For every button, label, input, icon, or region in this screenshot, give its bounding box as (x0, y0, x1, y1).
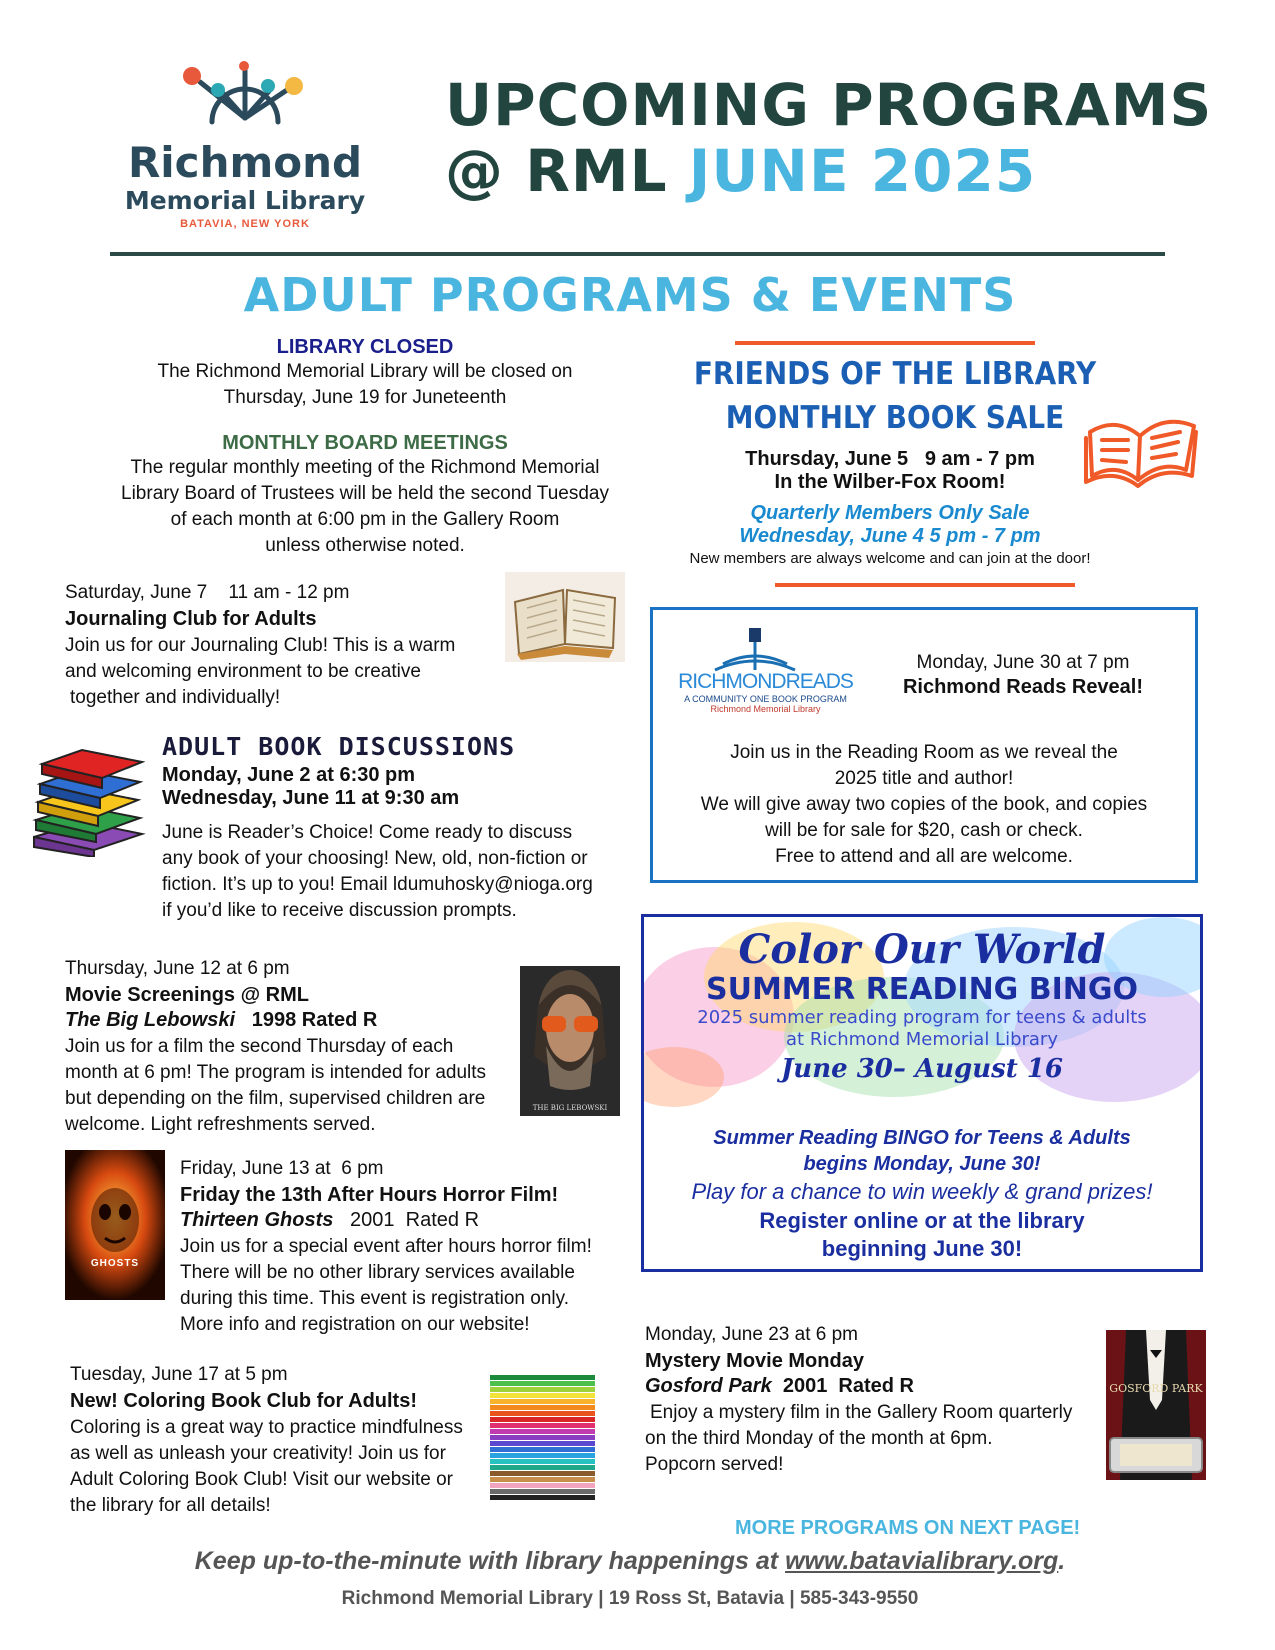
horror-line3: during this time. This event is registration only. (180, 1288, 569, 1309)
movie-film (65, 1009, 505, 1032)
coloring-line2: as well as unleash your creativity! Join us for (70, 1443, 446, 1464)
bingo-line2: begins Monday, June 30! (803, 1153, 1041, 1175)
friends-bottom-rule (775, 583, 1075, 587)
horror-film (180, 1209, 630, 1232)
horror-line4: More info and registration on our website! (180, 1314, 530, 1335)
friends-heading-line1: FRIENDS OF THE LIBRARY (693, 356, 1097, 392)
book-discussion-line3: fiction. It’s up to you! Email ldumuhosky@nioga.org (162, 874, 593, 895)
footer-address: Richmond Memorial Library | 19 Ross St, Batavia | 585-343-9550 (341, 1588, 919, 1609)
library-closed-line2: Thursday, June 19 for Juneteenth (223, 387, 507, 408)
movie-title: Movie Screenings @ RML (65, 984, 309, 1006)
thirteen-ghosts-caption: GHOSTS (90, 1258, 140, 1269)
book-discussion-heading: ADULT BOOK DISCUSSIONS (162, 732, 516, 761)
movie-film-meta: 1998 Rated R (251, 1009, 378, 1031)
journaling-title: Journaling Club for Adults (65, 608, 317, 630)
bingo-line1: Summer Reading BINGO for Teens & Adults (713, 1127, 1131, 1149)
library-logo (110, 60, 380, 230)
movie-screening-event (65, 958, 505, 1138)
bingo-script-title: Color Our World (738, 926, 1106, 973)
horror-line1: Join us for a special event after hours horror film! (180, 1236, 592, 1257)
movie-line2: month at 6 pm! The program is intended for adults (65, 1062, 487, 1083)
horror-date: Friday, June 13 at 6 pm (180, 1158, 384, 1179)
movie-film-name: The Big Lebowski (65, 1009, 236, 1031)
book-discussion-line1: June is Reader’s Choice! Come ready to discuss (162, 822, 573, 843)
book-sale-date: Thursday, June 5 9 am - 7 pm (745, 448, 1035, 470)
bingo-sub2: at Richmond Memorial Library (786, 1029, 1058, 1050)
board-meetings-line3: of each month at 6:00 pm in the Gallery Room (170, 509, 560, 530)
richmond-reads-body (653, 740, 1195, 870)
members-sale-line2: Wednesday, June 4 5 pm - 7 pm (739, 525, 1041, 547)
coloring-title: New! Coloring Book Club for Adults! (70, 1390, 418, 1412)
mystery-film-name: Gosford Park (645, 1375, 772, 1397)
book-discussion-date1: Monday, June 2 at 6:30 pm (162, 764, 416, 786)
book-discussion-line4: if you’d like to receive discussion prompts. (162, 900, 517, 921)
horror-line2: There will be no other library services available (180, 1262, 575, 1283)
gosford-park-poster (1106, 1330, 1206, 1480)
coloring-line4: the library for all details! (70, 1495, 271, 1516)
coloring-line3: Adult Coloring Book Club! Visit our website or (70, 1469, 454, 1490)
open-book-icon (505, 572, 625, 662)
summer-reading-box (641, 914, 1203, 1272)
bingo-banner (644, 927, 1200, 1087)
colored-pencils-icon (490, 1375, 595, 1505)
section-title: ADULT PROGRAMS & EVENTS (243, 268, 1017, 322)
book-sale-details (640, 448, 1140, 567)
page-title-line1: UPCOMING PROGRAMS (445, 71, 1213, 139)
book-sale-location: In the Wilber-Fox Room! (774, 471, 1006, 493)
bingo-sub1: 2025 summer reading program for teens & adults (697, 1007, 1147, 1028)
board-meetings-line2: Library Board of Trustees will be held the second Tuesday (121, 483, 609, 504)
footer-keep-text: Keep up-to-the-minute with library happenings at (194, 1547, 779, 1575)
logo-location: BATAVIA, NEW YORK (180, 218, 310, 230)
page-title-prefix: @ RML (445, 137, 668, 205)
big-lebowski-poster (520, 966, 620, 1116)
richmond-reads-line3: We will give away two copies of the book, and copies (700, 794, 1148, 815)
mystery-line2: on the third Monday of the month at 6pm. (645, 1428, 993, 1449)
bingo-dates: June 30– August 16 (781, 1054, 1063, 1084)
members-sale-note: New members are always welcome and can join at the door! (689, 550, 1091, 567)
bingo-line5: beginning June 30! (821, 1236, 1023, 1261)
page-title-line2 (445, 138, 1255, 204)
coloring-line1: Coloring is a great way to practice mindfulness (70, 1417, 463, 1438)
friends-heading (670, 352, 1120, 440)
book-discussion-date2: Wednesday, June 11 at 9:30 am (162, 787, 460, 809)
richmond-reads-logo-sub2: Richmond Memorial Library (710, 704, 821, 714)
members-sale-line1: Quarterly Members Only Sale (750, 502, 1030, 524)
coloring-date: Tuesday, June 17 at 5 pm (70, 1364, 288, 1385)
richmond-reads-header (868, 652, 1178, 699)
journaling-date: Saturday, June 7 11 am - 12 pm (65, 582, 350, 603)
library-closed-line1: The Richmond Memorial Library will be closed on (157, 361, 573, 382)
footer-period: . (1058, 1547, 1066, 1575)
footer-website-line (150, 1547, 1110, 1576)
richmond-reads-box (650, 607, 1198, 883)
poster-face-icon (520, 966, 620, 1096)
richmond-reads-line2: 2025 title and author! (834, 768, 1014, 789)
page-title (445, 72, 1255, 204)
richmond-reads-logo-sub1: A COMMUNITY ONE BOOK PROGRAM (684, 694, 847, 704)
logo-name-line1: Richmond (127, 138, 363, 187)
richmond-reads-date: Monday, June 30 at 7 pm (916, 652, 1130, 673)
mystery-film (645, 1375, 1100, 1398)
bingo-title: SUMMER READING BINGO (705, 972, 1139, 1007)
horror-film-event (180, 1158, 630, 1338)
richmond-reads-lamp-icon (675, 626, 835, 676)
header-divider (110, 252, 1165, 256)
poster-butler-icon (1106, 1330, 1206, 1480)
bingo-line3: Play for a chance to win weekly & grand prizes! (691, 1179, 1153, 1204)
logo-sunburst-icon (110, 60, 380, 140)
friends-top-rule (735, 341, 1035, 345)
big-lebowski-caption: THE BIG LEBOWSKI (532, 1104, 608, 1112)
journaling-line2: and welcoming environment to be creative (65, 661, 421, 682)
journaling-line3: together and individually! (70, 687, 281, 708)
book-stack-icon (28, 742, 148, 857)
thirteen-ghosts-poster (65, 1150, 165, 1300)
bingo-details (644, 1125, 1200, 1263)
mystery-movie-event (645, 1324, 1100, 1478)
page-title-month: JUNE 2025 (688, 137, 1037, 205)
movie-date: Thursday, June 12 at 6 pm (65, 958, 290, 979)
logo-name-line2: Memorial Library (124, 186, 366, 215)
more-programs-note: MORE PROGRAMS ON NEXT PAGE! (735, 1517, 1081, 1539)
board-meetings-heading: MONTHLY BOARD MEETINGS (222, 432, 508, 454)
richmond-reads-title: Richmond Reads Reveal! (902, 676, 1144, 698)
bingo-line4: Register online or at the library (759, 1208, 1085, 1233)
footer-website-link[interactable]: www.batavialibrary.org (785, 1547, 1059, 1575)
friends-heading-line2: MONTHLY BOOK SALE (725, 400, 1065, 436)
mystery-line3: Popcorn served! (645, 1454, 784, 1475)
horror-film-name: Thirteen Ghosts (180, 1209, 334, 1231)
mystery-title: Mystery Movie Monday (645, 1350, 864, 1372)
book-discussion-line2: any book of your choosing! New, old, non-fiction or (162, 848, 588, 869)
mystery-film-meta: 2001 Rated R (782, 1375, 914, 1397)
richmond-reads-line5: Free to attend and all are welcome. (775, 846, 1073, 867)
richmond-reads-logo (673, 670, 858, 714)
mystery-line1: Enjoy a mystery film in the Gallery Room quarterly (650, 1402, 1073, 1423)
horror-title: Friday the 13th After Hours Horror Film! (180, 1184, 559, 1206)
mystery-date: Monday, June 23 at 6 pm (645, 1324, 858, 1345)
richmond-reads-logo-main: RICHMONDREADS (678, 670, 853, 693)
journaling-line1: Join us for our Journaling Club! This is a warm (65, 635, 456, 656)
library-closed-notice (120, 336, 610, 411)
horror-film-meta: 2001 Rated R (350, 1209, 480, 1231)
coloring-club-event (70, 1364, 490, 1519)
board-meetings-notice (100, 432, 630, 559)
gosford-park-caption: GOSFORD PARK (1109, 1382, 1203, 1395)
movie-line3: but depending on the film, supervised children are (65, 1088, 486, 1109)
board-meetings-line4: unless otherwise noted. (265, 535, 465, 556)
book-discussion-event (162, 732, 632, 924)
poster-ghost-icon (65, 1150, 165, 1300)
board-meetings-line1: The regular monthly meeting of the Richmond Memorial (130, 457, 600, 478)
library-closed-heading: LIBRARY CLOSED (276, 336, 454, 358)
journaling-event (65, 582, 505, 711)
movie-line4: welcome. Light refreshments served. (65, 1114, 376, 1135)
movie-line1: Join us for a film the second Thursday of each (65, 1036, 454, 1057)
richmond-reads-line1: Join us in the Reading Room as we reveal the (730, 742, 1118, 763)
richmond-reads-line4: will be for sale for $20, cash or check. (765, 820, 1083, 841)
